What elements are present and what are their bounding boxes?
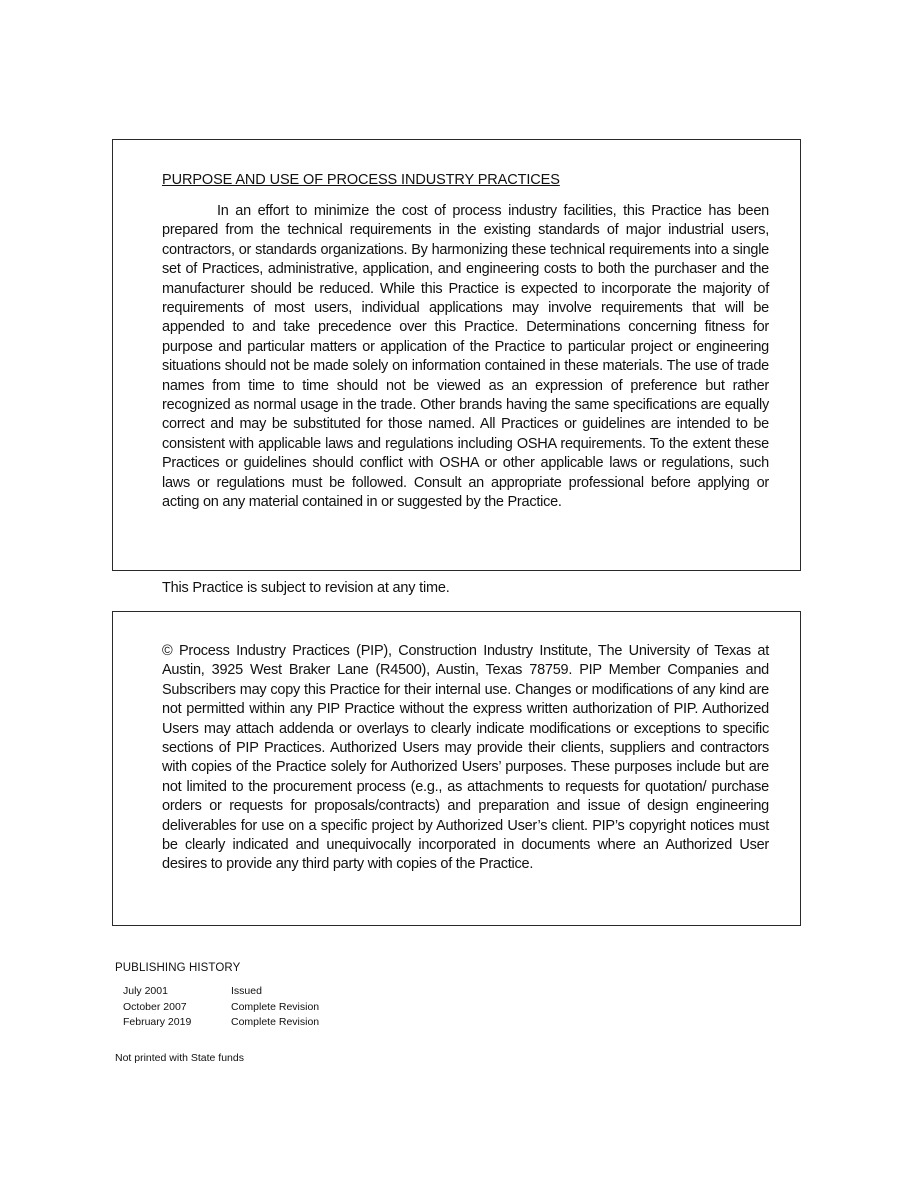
history-date: February 2019 xyxy=(123,1016,192,1029)
purpose-notice-content xyxy=(162,172,769,513)
history-event: Complete Revision xyxy=(231,1000,320,1013)
history-date: October 2007 xyxy=(123,1000,187,1013)
copyright-notice-box xyxy=(112,611,801,926)
publishing-history-title: PUBLISHING HISTORY xyxy=(115,962,241,974)
copyright-notice-content xyxy=(162,642,769,875)
history-row xyxy=(115,1015,319,1031)
history-event: Complete Revision xyxy=(231,1016,320,1029)
purpose-body: In an effort to minimize the cost of process industry facilities, this Practice has been prepared from the technical requirements in the existing standards of major industrial users, contractors, or standards organizations. By harmonizing these technical requirements into a single set of Practices, administrative, application, and engineering costs to both the purchaser and the manufacturer should be reduced. While this Practice is expected to incorporate the majority of requirements of most users, individual applications may involve requirements that will be appended to and take precedence over this Practice. Determinations concerning fitness for purpose and particular matters or application of the Practice to particular project or engineering situations should not be made solely on information contained in these materials. The use of trade names from time to time should not be viewed as an expression of preference but rather recognized as normal usage in the trade. Other brands having the same specifications are equally correct and may be substituted for those named. All Practices or guidelines are intended to be consistent with applicable laws and regulations including OSHA requirements. To the extent these Practices or guidelines should conflict with OSHA or other applicable laws or regulations, such laws or regulations must be followed. Consult an appropriate professional before applying or acting on any material contained in or suggested by the Practice. xyxy=(162,203,769,511)
revision-note: This Practice is subject to revision at any time. xyxy=(162,580,450,596)
purpose-heading: PURPOSE AND USE OF PROCESS INDUSTRY PRACTICES xyxy=(162,172,560,188)
publishing-history xyxy=(115,962,319,1031)
history-event: Issued xyxy=(231,985,262,997)
history-row xyxy=(115,1000,319,1016)
funds-note: Not printed with State funds xyxy=(115,1052,244,1064)
history-date: July 2001 xyxy=(123,985,168,997)
history-row xyxy=(115,984,319,1000)
purpose-notice-box xyxy=(112,139,801,571)
copyright-body: © Process Industry Practices (PIP), Construction Industry Institute, The University of Texas at Austin, 3925 West Braker Lane (R4500), Austin, Texas 78759. PIP Member Companies and Subscribers may copy this Practice for their internal use. Changes or modifications of any kind are not permitted within any PIP Practice without the express written authorization of PIP. Authorized Users may attach addenda or overlays to clearly indicate modifications or exceptions to specific sections of PIP Practices. Authorized Users may provide their clients, suppliers and contractors with copies of the Practice solely for Authorized Users’ purposes. These purposes include but are not limited to the procurement process (e.g., as attachments to requests for quotation/ purchase orders or requests for proposals/contracts) and preparation and issue of design engineering deliverables for use on a specific project by Authorized User’s client. PIP’s copyright notices must be clearly indicated and unequivocally incorporated in documents where an Authorized User desires to provide any third party with copies of the Practice. xyxy=(162,643,769,873)
